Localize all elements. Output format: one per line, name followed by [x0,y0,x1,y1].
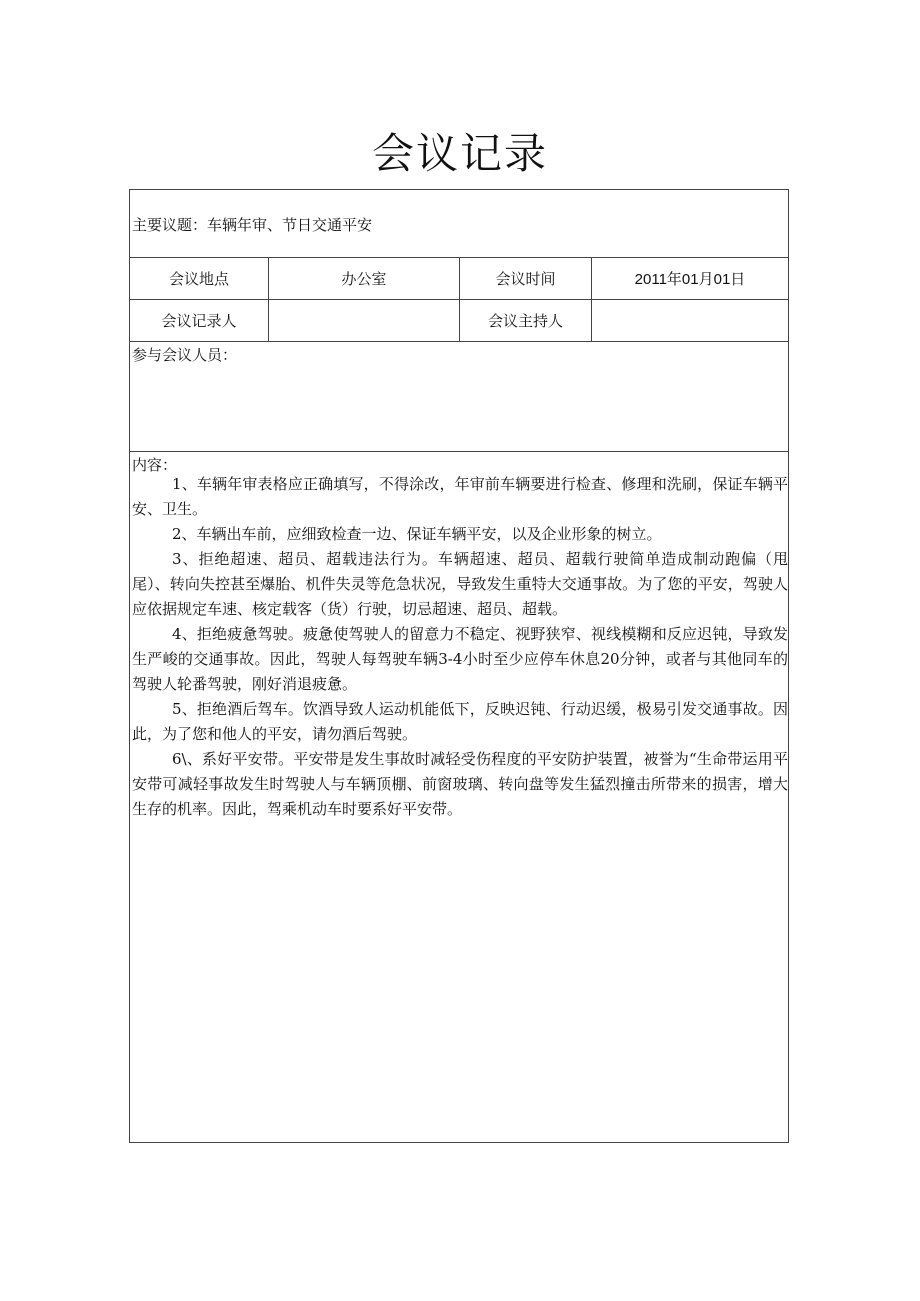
recorder-host-row [130,300,788,342]
topic-text: 主要议题：车辆年审、节日交通平安 [132,216,373,234]
content-section [130,452,788,1142]
content-paragraph-2: 2、车辆出车前，应细致检查一边、保证车辆平安，以及企业形象的树立。 [172,525,662,543]
meeting-record-form [129,189,789,1143]
content-paragraph-5: 5、拒绝酒后驾车。饮酒导致人运动机能低下，反映迟钝、行动迟缓，极易引发交通事故。因此，为了您和他人的平安，请勿酒后驾驶。 [132,700,788,743]
content-paragraph-3: 3、拒绝超速、超员、超载违法行为。车辆超速、超员、超载行驶简单造成制动跑偏（甩尾）、转向失控甚至爆胎、机件失灵等危急状况，导致发生重特大交通事故。为了您的平安，驾驶人应依据规定车速、核定载客（货）行驶，切忌超速、超员、超载。 [132,550,788,618]
location-value: 办公室 [269,258,460,299]
content-paragraph-1: 1、车辆年审表格应正确填写，不得涂改，年审前车辆要进行检查、修理和洗刷，保证车辆平安、卫生。 [132,475,788,518]
location-time-row [130,258,788,300]
content-label: 内容： [132,456,178,474]
topic-row [130,190,788,258]
recorder-label: 会议记录人 [130,300,269,341]
host-value [592,300,788,341]
time-value: 2011年01月01日 [634,271,746,288]
location-label: 会议地点 [130,258,269,299]
content-paragraph-4: 4、拒绝疲惫驾驶。疲惫使驾驶人的留意力不稳定、视野狭窄、视线模糊和反应迟钝，导致发生严峻的交通事故。因此，驾驶人每驾驶车辆3-4小时至少应停车休息20分钟，或者与其他同车的驾驶人轮番驾驶，刚好消退疲惫。 [132,625,788,693]
participants-section [130,342,788,452]
recorder-value [269,300,460,341]
page-title: 会议记录 [371,129,548,178]
participants-label: 参与会议人员： [132,346,238,364]
content-paragraph-6: 6\、系好平安带。平安带是发生事故时减轻受伤程度的平安防护装置，被誉为“生命带运用平安带可减轻事故发生时驾驶人与车辆顶棚、前窗玻璃、转向盘等发生猛烈撞击所带来的损害，增大生存的机率。因此，驾乘机动车时要系好平安带。 [132,750,788,818]
host-label: 会议主持人 [460,300,592,341]
time-label: 会议时间 [460,258,592,299]
